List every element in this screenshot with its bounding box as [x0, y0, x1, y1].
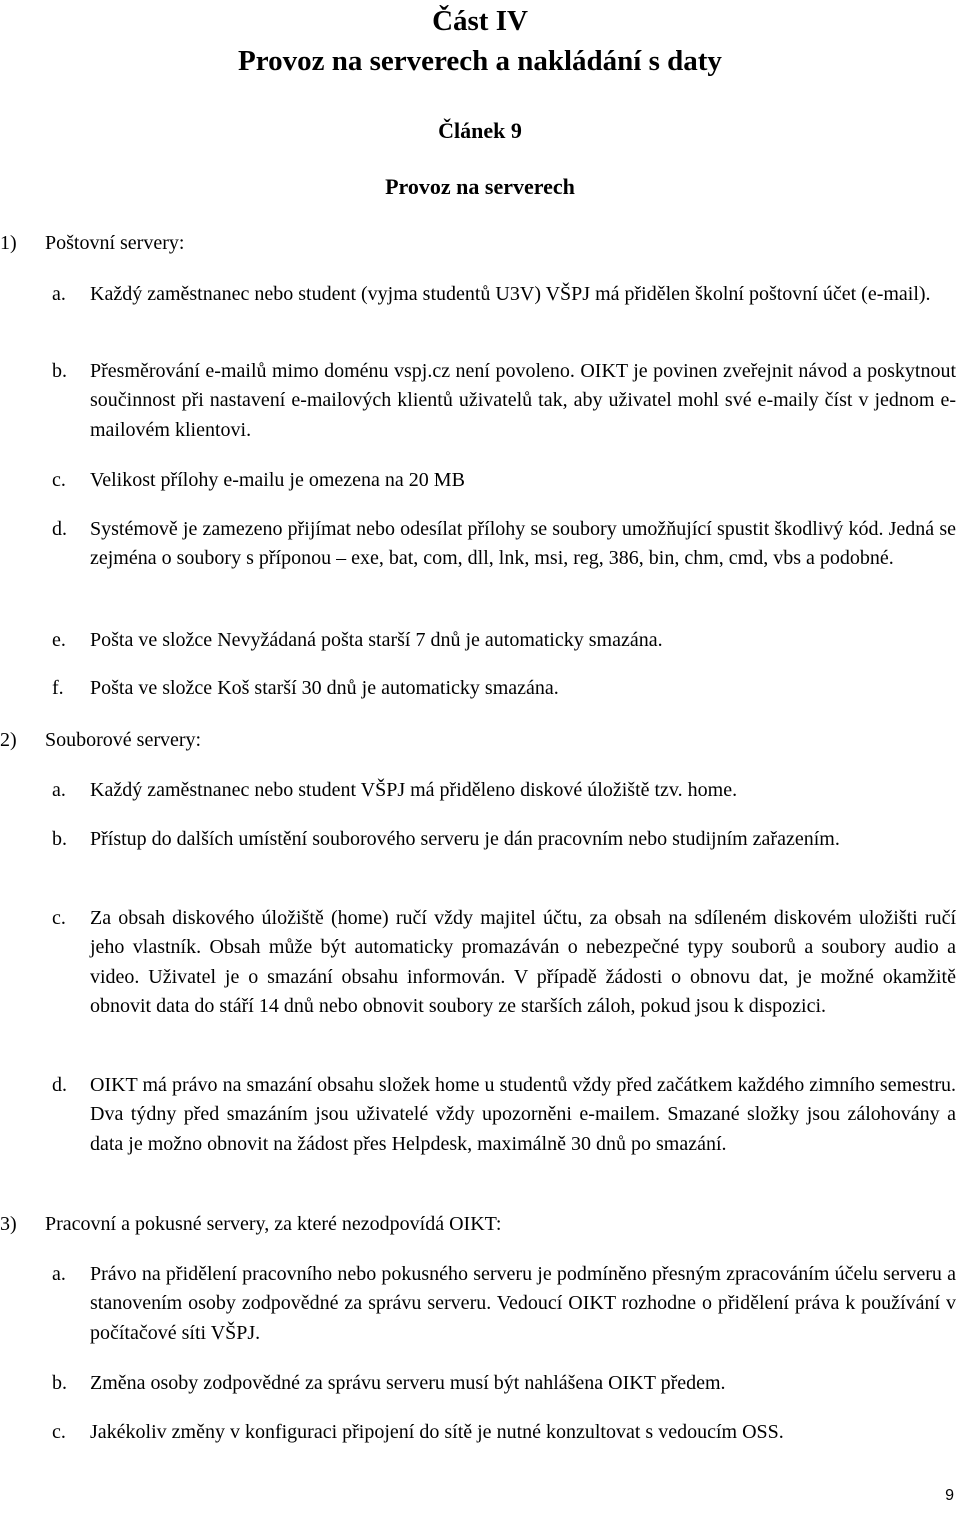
item-letter: b. — [52, 828, 67, 850]
list-item — [52, 1071, 956, 1159]
item-text: Jakékoliv změny v konfiguraci připojení do sítě je nutné konzultovat s vedoucím OSS. — [90, 1421, 784, 1443]
item-text: Velikost přílohy e-mailu je omezena na 20 MB — [90, 469, 465, 491]
item-text: Pošta ve složce Koš starší 30 dnů je automaticky smazána. — [90, 677, 559, 699]
list-item — [52, 626, 956, 655]
part-title: Provoz na serverech a nakládání s daty — [238, 45, 722, 77]
list-item — [52, 515, 956, 574]
list-item — [52, 904, 956, 1022]
item-text: Pošta ve složce Nevyžádaná pošta starší 7 dnů je automaticky smazána. — [90, 629, 663, 651]
part-heading: Část IV — [432, 5, 528, 37]
item-letter: a. — [52, 1263, 66, 1285]
list-item — [52, 1418, 956, 1447]
item-letter: b. — [52, 360, 67, 382]
item-text: Za obsah diskového úložiště (home) ručí vždy majitel účtu, za obsah na sdíleném diskovém uložišti ručí jeho vlastník. Obsah může být automaticky promazáván o nebezpečné typy souborů a soubory audio a video. Uživatel je o smazání obsahu informován. V případě žádosti o obnovu dat, je možné okamžitě obnovit data do stáří 14 dnů nebo obnovit soubory ze starších záloh, pokud jsou k dispozici. — [90, 907, 956, 1018]
item-letter: a. — [52, 779, 66, 801]
list-item — [52, 357, 956, 445]
item-text: Systémově je zamezeno přijímat nebo odesílat přílohy se soubory umožňující spustit škodlivý kód. Jedná se zejména o soubory s příponou – exe, bat, com, dll, lnk, msi, reg, 386, bin, chm, cmd, vbs a podobné. — [90, 518, 956, 570]
item-text: Právo na přidělení pracovního nebo pokusného serveru je podmíněno přesným zpracováním účelu serveru a stanovením osoby zodpovědné za správu serveru. Vedoucí OIKT rozhodne o přidělení práva k používání v počítačové síti VŠPJ. — [90, 1263, 956, 1344]
article-title: Provoz na serverech — [385, 174, 575, 199]
item-letter: a. — [52, 283, 66, 305]
section-title: Souborové servery: — [45, 729, 202, 751]
item-text: Každý zaměstnanec nebo student (vyjma studentů U3V) VŠPJ má přidělen školní poštovní účet (e-mail). — [90, 283, 931, 305]
section-title: Pracovní a pokusné servery, za které nezodpovídá OIKT: — [45, 1213, 502, 1235]
list-item — [52, 1260, 956, 1348]
item-letter: f. — [52, 677, 64, 699]
item-text: Přístup do dalších umístění souborového serveru je dán pracovním nebo studijním zařazením. — [90, 828, 840, 850]
section-number: 1) — [0, 232, 17, 254]
section-title: Poštovní servery: — [45, 232, 185, 254]
item-letter: c. — [52, 907, 66, 929]
list-item — [52, 1369, 956, 1398]
page-number: 9 — [945, 1487, 954, 1504]
list-item — [52, 776, 956, 805]
section-number: 2) — [0, 729, 17, 751]
section-number: 3) — [0, 1213, 17, 1235]
article-heading: Článek 9 — [438, 118, 522, 143]
item-letter: c. — [52, 469, 66, 491]
list-item — [52, 280, 956, 309]
list-item — [52, 825, 956, 854]
item-letter: d. — [52, 1074, 67, 1096]
item-letter: b. — [52, 1372, 67, 1394]
item-letter: c. — [52, 1421, 66, 1443]
list-item — [52, 674, 956, 703]
list-item — [52, 466, 956, 495]
item-letter: d. — [52, 518, 67, 540]
item-text: Přesměrování e-mailů mimo doménu vspj.cz není povoleno. OIKT je povinen zveřejnit návod a poskytnout součinnost při nastavení e-mailových klientů uživatelů tak, aby uživatel mohl své e-maily číst v jednom e-mailovém klientovi. — [90, 360, 956, 441]
item-text: Změna osoby zodpovědné za správu serveru musí být nahlášena OIKT předem. — [90, 1372, 726, 1394]
item-letter: e. — [52, 629, 66, 651]
item-text: OIKT má právo na smazání obsahu složek home u studentů vždy před začátkem každého zimního semestru. Dva týdny před smazáním jsou uživatelé vždy upozorněni e-mailem. Smazané složky jsou zálohovány a data je možno obnovit na žádost přes Helpdesk, maximálně 30 dnů po smazání. — [90, 1074, 956, 1155]
item-text: Každý zaměstnanec nebo student VŠPJ má přiděleno diskové úložiště tzv. home. — [90, 779, 738, 801]
